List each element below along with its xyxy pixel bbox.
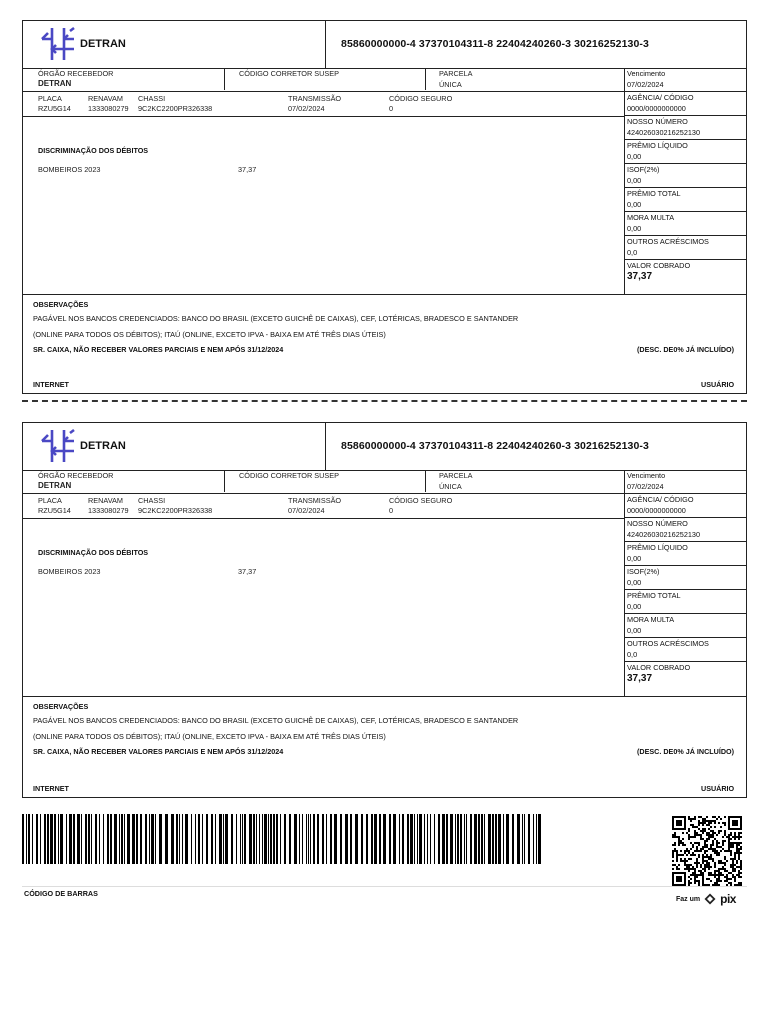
barcode-bar [355, 814, 358, 864]
barcode-bar [91, 814, 92, 864]
vencimento-label: Vencimento [627, 69, 666, 78]
barcode-bar [36, 814, 38, 864]
barcode-bar [110, 814, 112, 864]
barcode-bar [50, 814, 53, 864]
barcode-bar [244, 814, 246, 864]
parcela-value: ÚNICA [439, 80, 462, 89]
barcode-bar [322, 814, 324, 864]
barcode-bar [414, 814, 415, 864]
barcode-bar [69, 814, 72, 864]
barcode-bar [481, 814, 483, 864]
agencia-value: 0000/0000000000 [627, 104, 686, 113]
placa-value: RZU5G14 [38, 506, 71, 515]
mora-multa-cell [624, 212, 746, 236]
transmissao-value: 07/02/2024 [288, 104, 325, 113]
barcode-bar [165, 814, 168, 864]
barcode-bar [264, 814, 267, 864]
barcode-bar [466, 814, 467, 864]
barcode-bar [219, 814, 222, 864]
barcode-bar [95, 814, 97, 864]
barcode-bar [26, 814, 27, 864]
barcode-bar [330, 814, 332, 864]
discount-note: (DESC. DE0% JÁ INCLUÍDO) [637, 345, 735, 354]
vencimento-cell [624, 68, 746, 92]
payment-slip-bottom [22, 422, 747, 798]
vencimento-value: 07/02/2024 [627, 80, 664, 89]
barcode-bar [528, 814, 530, 864]
debit-item-name: BOMBEIROS 2023 [38, 567, 101, 576]
agencia-value: 0000/0000000000 [627, 506, 686, 515]
barcode-bar [276, 814, 278, 864]
barcode-bar [340, 814, 342, 864]
orgao-label: ÓRGÃO RECEBEDOR [38, 69, 114, 78]
nosso-numero-cell [624, 116, 746, 140]
mora-multa-label: MORA MULTA [627, 615, 675, 624]
barcode-bar [223, 814, 224, 864]
parcela-label: PARCELA [439, 471, 473, 480]
barcode-bar [60, 814, 63, 864]
barcode-bar [326, 814, 327, 864]
barcode-bar [211, 814, 213, 864]
renavam-label: RENAVAM [88, 496, 124, 505]
pix-qr-code-icon [672, 816, 742, 886]
footer-divider [22, 886, 747, 887]
user-label: USUÁRIO [701, 380, 735, 389]
obs-title: OBSERVAÇÕES [33, 702, 89, 711]
pix-diamond-icon [704, 893, 716, 905]
barcode-bar [317, 814, 319, 864]
barcode-bar [273, 814, 275, 864]
barcode-bar [470, 814, 472, 864]
placa-label: PLACA [38, 94, 62, 103]
barcode-bar [522, 814, 523, 864]
barcode-bar [524, 814, 525, 864]
chassi-label: CHASSI [138, 496, 166, 505]
premio-total-label: PRÊMIO TOTAL [627, 189, 681, 198]
barcode-bar [460, 814, 462, 864]
premio-liquido-label: PRÊMIO LÍQUIDO [627, 543, 688, 552]
barcode-bar [503, 814, 504, 864]
barcode-bar [40, 814, 41, 864]
premio-total-cell [624, 590, 746, 614]
barcode-bar [299, 814, 300, 864]
pix-prefix: Faz um [676, 895, 701, 903]
barcode-bar [455, 814, 456, 864]
barcode-bar [58, 814, 59, 864]
barcode-bar [313, 814, 315, 864]
barcode-bar [198, 814, 200, 864]
barcode-bar [249, 814, 252, 864]
corretor-label: CÓDIGO CORRETOR SUSEP [239, 69, 340, 78]
barcode-bar [182, 814, 183, 864]
barcode-bar [424, 814, 425, 864]
divider [23, 116, 624, 117]
seguro-label: CÓDIGO SEGURO [389, 496, 453, 505]
barcode-bar [464, 814, 465, 864]
mora-multa-label: MORA MULTA [627, 213, 675, 222]
barcode-bar [54, 814, 56, 864]
barcode-bar [306, 814, 307, 864]
barcode-bar [155, 814, 156, 864]
barcode-bar [442, 814, 445, 864]
barcode-bar [361, 814, 363, 864]
valor-cobrado-cell [624, 662, 746, 696]
chassi-value: 9C2KC2200PR326338 [138, 104, 213, 113]
premio-liquido-cell [624, 542, 746, 566]
detran-logo-icon [39, 25, 77, 63]
placa-value: RZU5G14 [38, 104, 71, 113]
agencia-cell [624, 494, 746, 518]
detran-logo-icon [39, 427, 77, 465]
barcode-bar [47, 814, 49, 864]
barcode-bar [195, 814, 196, 864]
orgao-value: DETRAN [38, 481, 72, 490]
isof-value: 0,00 [627, 578, 642, 587]
barcode-bar [121, 814, 123, 864]
barcode-bar [284, 814, 286, 864]
barcode-bar [536, 814, 537, 864]
debits-title: DISCRIMINAÇÃO DOS DÉBITOS [38, 146, 149, 155]
vencimento-value: 07/02/2024 [627, 482, 664, 491]
barcode-bar [171, 814, 174, 864]
barcode-bar [151, 814, 154, 864]
outros-acrescimos-label: OUTROS ACRÉSCIMOS [627, 237, 709, 246]
divider [23, 696, 746, 697]
barcode-bar [399, 814, 400, 864]
barcode-bar [450, 814, 453, 864]
isof-cell [624, 566, 746, 590]
pix-word: pix [720, 892, 736, 906]
barcode-bar [538, 814, 541, 864]
barcode-bar [270, 814, 272, 864]
debits-title: DISCRIMINAÇÃO DOS DÉBITOS [38, 548, 149, 557]
header-divider [325, 21, 326, 68]
barcode-bar [379, 814, 381, 864]
outros-acrescimos-label: OUTROS ACRÉSCIMOS [627, 639, 709, 648]
barcode-bar [185, 814, 188, 864]
obs-title: OBSERVAÇÕES [33, 300, 89, 309]
outros-acrescimos-value: 0,0 [627, 248, 638, 257]
obs-line-2: (ONLINE PARA TODOS OS DÉBITOS); ITAÚ (ONLINE, EXCETO IPVA - BAIXA EM ATÉ TRÊS DIAS ÚTEIS) [33, 732, 386, 741]
barcode-bar [506, 814, 509, 864]
barcode-bar [410, 814, 413, 864]
barcode-bar [159, 814, 162, 864]
corretor-label: CÓDIGO CORRETOR SUSEP [239, 471, 340, 480]
parcela-label: PARCELA [439, 69, 473, 78]
barcode-bar [268, 814, 269, 864]
barcode-bar [302, 814, 303, 864]
premio-liquido-value: 0,00 [627, 152, 642, 161]
obs-line-1: PAGÁVEL NOS BANCOS CREDENCIADOS: BANCO DO BRASIL (EXCETO GUICHÊ DE CAIXAS), CEF, LOTÉRICAS, BRADESCO E SANTANDER [33, 716, 519, 725]
debit-item-value: 37,37 [238, 567, 257, 576]
valor-cobrado-value: 37,37 [627, 673, 653, 684]
barcode-bar [225, 814, 228, 864]
barcode-bar [334, 814, 337, 864]
barcode-bar [495, 814, 497, 864]
barcode-bar [419, 814, 422, 864]
agencia-label: AGÊNCIA/ CÓDIGO [627, 93, 694, 102]
debit-item-name: BOMBEIROS 2023 [38, 165, 101, 174]
barcode-bar [107, 814, 109, 864]
barcode-bar [66, 814, 67, 864]
barcode-bar [81, 814, 82, 864]
valor-cobrado-label: VALOR COBRADO [627, 663, 691, 672]
barcode-bar [240, 814, 241, 864]
divider [23, 91, 624, 92]
barcode-bar [145, 814, 147, 864]
cut-line [22, 400, 747, 402]
channel-label: INTERNET [33, 380, 69, 389]
barcode-bar [176, 814, 178, 864]
divider [224, 471, 225, 492]
barcode-bar [77, 814, 80, 864]
user-label: USUÁRIO [701, 784, 735, 793]
nosso-numero-cell [624, 518, 746, 542]
nosso-numero-value: 424026030216252130 [627, 530, 701, 539]
barcode-bar [32, 814, 33, 864]
agencia-cell [624, 92, 746, 116]
barcode-bar [533, 814, 534, 864]
vencimento-cell [624, 470, 746, 494]
chassi-label: CHASSI [138, 94, 166, 103]
barcode-bar [371, 814, 373, 864]
cashier-warning: SR. CAIXA, NÃO RECEBER VALORES PARCIAIS E NEM APÓS 31/12/2024 [33, 747, 284, 756]
divider [23, 493, 624, 494]
outros-acrescimos-cell [624, 638, 746, 662]
isof-value: 0,00 [627, 176, 642, 185]
transmissao-label: TRANSMISSÃO [288, 496, 342, 505]
barcode-bar [119, 814, 120, 864]
placa-label: PLACA [38, 496, 62, 505]
barcode-bar [259, 814, 260, 864]
premio-liquido-cell [624, 140, 746, 164]
agencia-label: AGÊNCIA/ CÓDIGO [627, 495, 694, 504]
mora-multa-value: 0,00 [627, 224, 642, 233]
outros-acrescimos-cell [624, 236, 746, 260]
barcode-bar [124, 814, 125, 864]
valor-cobrado-label: VALOR COBRADO [627, 261, 691, 270]
nosso-numero-label: NOSSO NÚMERO [627, 519, 688, 528]
barcode-bar [206, 814, 208, 864]
barcode-bar [280, 814, 281, 864]
barcode-bar [253, 814, 255, 864]
seguro-value: 0 [389, 506, 394, 515]
orgao-label: ÓRGÃO RECEBEDOR [38, 471, 114, 480]
nosso-numero-value: 424026030216252130 [627, 128, 701, 137]
barcode-bar [88, 814, 90, 864]
barcode-bar [389, 814, 391, 864]
divider [425, 471, 426, 492]
pix-badge [676, 892, 736, 906]
digitable-line: 85860000000-4 37370104311-8 22404240260-3 30216252130-3 [341, 440, 649, 452]
barcode-label: CÓDIGO DE BARRAS [24, 889, 98, 898]
barcode-bar [430, 814, 431, 864]
divider [224, 69, 225, 90]
parcela-value: ÚNICA [439, 482, 462, 491]
barcode-bar [434, 814, 435, 864]
transmissao-label: TRANSMISSÃO [288, 94, 342, 103]
barcode-bar [256, 814, 257, 864]
barcode-bar [402, 814, 404, 864]
vencimento-label: Vencimento [627, 471, 666, 480]
slip-header [23, 21, 746, 69]
seguro-value: 0 [389, 104, 394, 113]
valor-cobrado-value: 37,37 [627, 271, 653, 282]
isof-label: ISOF(2%) [627, 165, 660, 174]
barcode-bar [262, 814, 263, 864]
brand-title: DETRAN [80, 440, 126, 452]
barcode-bar [132, 814, 135, 864]
barcode-bar [308, 814, 309, 864]
seguro-label: CÓDIGO SEGURO [389, 94, 453, 103]
barcode-bar [383, 814, 386, 864]
renavam-value: 1333080279 [88, 506, 129, 515]
barcode-bar [457, 814, 459, 864]
divider [23, 294, 746, 295]
barcode-bar [242, 814, 243, 864]
barcode-bar [114, 814, 117, 864]
premio-total-cell [624, 188, 746, 212]
premio-total-label: PRÊMIO TOTAL [627, 591, 681, 600]
channel-label: INTERNET [33, 784, 69, 793]
premio-liquido-label: PRÊMIO LÍQUIDO [627, 141, 688, 150]
premio-total-value: 0,00 [627, 602, 642, 611]
renavam-value: 1333080279 [88, 104, 129, 113]
barcode-bar [427, 814, 428, 864]
barcode-bar [512, 814, 514, 864]
barcode-bar [407, 814, 409, 864]
barcode-bar [231, 814, 233, 864]
transmissao-value: 07/02/2024 [288, 506, 325, 515]
discount-note: (DESC. DE0% JÁ INCLUÍDO) [637, 747, 735, 756]
barcode-bar [179, 814, 180, 864]
digitable-line: 85860000000-4 37370104311-8 22404240260-3 30216252130-3 [341, 38, 649, 50]
barcode-bar [492, 814, 494, 864]
barcode-bar [374, 814, 377, 864]
mora-multa-value: 0,00 [627, 626, 642, 635]
outros-acrescimos-value: 0,0 [627, 650, 638, 659]
premio-total-value: 0,00 [627, 200, 642, 209]
brand-title: DETRAN [80, 38, 126, 50]
barcode-bar [438, 814, 440, 864]
renavam-label: RENAVAM [88, 94, 124, 103]
barcode-bar [294, 814, 297, 864]
barcode-bar [236, 814, 237, 864]
barcode-bar [202, 814, 203, 864]
header-divider [325, 423, 326, 470]
barcode-bar [127, 814, 130, 864]
barcode-bar [350, 814, 352, 864]
barcode-bar [22, 814, 24, 864]
barcode-bar [149, 814, 150, 864]
barcode-bar [136, 814, 138, 864]
barcode [22, 814, 548, 864]
barcode-bar [517, 814, 520, 864]
barcode-bar [417, 814, 418, 864]
barcode-bar [215, 814, 216, 864]
obs-line-1: PAGÁVEL NOS BANCOS CREDENCIADOS: BANCO DO BRASIL (EXCETO GUICHÊ DE CAIXAS), CEF, LOTÉRICAS, BRADESCO E SANTANDER [33, 314, 519, 323]
isof-label: ISOF(2%) [627, 567, 660, 576]
barcode-bar [478, 814, 480, 864]
premio-liquido-value: 0,00 [627, 554, 642, 563]
obs-line-2: (ONLINE PARA TODOS OS DÉBITOS); ITAÚ (ONLINE, EXCETO IPVA - BAIXA EM ATÉ TRÊS DIAS ÚTEIS) [33, 330, 386, 339]
barcode-bar [191, 814, 192, 864]
barcode-bar [44, 814, 46, 864]
barcode-bar [488, 814, 491, 864]
barcode-bar [99, 814, 100, 864]
divider [425, 69, 426, 90]
barcode-bar [310, 814, 311, 864]
divider [23, 518, 624, 519]
barcode-bar [446, 814, 448, 864]
mora-multa-cell [624, 614, 746, 638]
barcode-bar [73, 814, 75, 864]
barcode-bar [393, 814, 396, 864]
barcode-bar [345, 814, 348, 864]
barcode-bar [140, 814, 142, 864]
barcode-bar [103, 814, 104, 864]
nosso-numero-label: NOSSO NÚMERO [627, 117, 688, 126]
barcode-bar [366, 814, 368, 864]
valor-cobrado-cell [624, 260, 746, 294]
cashier-warning: SR. CAIXA, NÃO RECEBER VALORES PARCIAIS E NEM APÓS 31/12/2024 [33, 345, 284, 354]
barcode-bar [484, 814, 485, 864]
slip-header [23, 423, 746, 471]
barcode-bar [474, 814, 477, 864]
barcode-bar [498, 814, 501, 864]
debit-item-value: 37,37 [238, 165, 257, 174]
barcode-bar [28, 814, 30, 864]
payment-slip-top [22, 20, 747, 394]
orgao-value: DETRAN [38, 79, 72, 88]
barcode-bar [289, 814, 291, 864]
chassi-value: 9C2KC2200PR326338 [138, 506, 213, 515]
isof-cell [624, 164, 746, 188]
barcode-bar [85, 814, 87, 864]
